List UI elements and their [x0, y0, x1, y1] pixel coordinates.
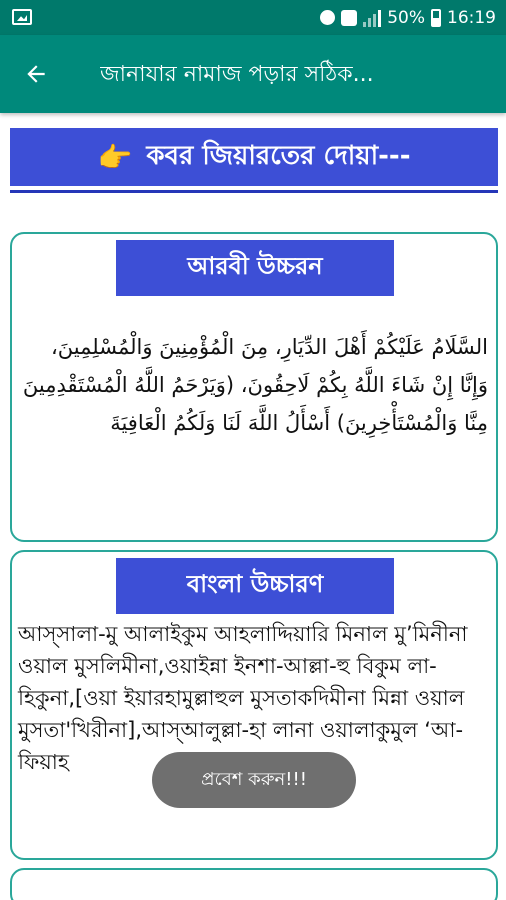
page-title: জানাযার নামাজ পড়ার সঠিক... [100, 62, 374, 87]
alarm-icon [320, 10, 335, 25]
notification-icon [341, 10, 357, 26]
status-bar [0, 0, 506, 35]
signal-icon [363, 9, 381, 27]
battery-icon [431, 9, 441, 27]
bangla-heading: বাংলা উচ্চারণ [116, 558, 394, 614]
status-bar-right [320, 0, 496, 35]
back-button[interactable] [14, 52, 58, 96]
arabic-text: السَّلَامُ عَلَيْكُمْ أَهْلَ الدِّيَارِ، مِنَ الْمُؤْمِنِينَ وَالْمُسْلِمِينَ، وَإِنَّا إِنْ شَاءَ اللَّهُ بِكُمْ لَاحِقُونَ، (وَيَرْحَمُ اللَّهُ الْمُسْتَقْدِمِينَ مِنَّا وَالْمُسْتَأْخِرِينَ) أَسْأَلُ اللَّهَ لَنَا وَلَكُمُ الْعَافِيَةَ [22, 335, 488, 435]
bangla-card [10, 550, 498, 860]
app-bar [0, 35, 506, 113]
divider [10, 190, 498, 193]
arabic-card [10, 232, 498, 542]
clock: 16:19 [447, 7, 496, 28]
gallery-notification-icon [12, 9, 32, 25]
next-card [10, 868, 498, 900]
arrow-left-icon [23, 61, 49, 87]
battery-percent: 50% [387, 7, 425, 28]
bangla-text: আস্‌সালা-মু আলাইকুম আহলাদ্দিয়ারি মিনাল মু’মিনীনা ওয়াল মুসলিমীনা,ওয়াইন্না ইনশা-আল্লা-হু বিকুম লা-হিকুনা,[ওয়া ইয়ারহামুল্লাহুল মুসতাকদিমীনা মিন্না ওয়াল মুসতা'খিরীনা],আস্‌আলুল্লা-হা লানা ওয়ালাকুমুল ‘আ-ফিয়াহ [18, 622, 468, 774]
banner-title: কবর জিয়ারতের দোয়া--- [146, 141, 411, 171]
pointing-hand-icon: 👉 [97, 140, 133, 174]
section-banner [10, 128, 498, 186]
arabic-heading: আরবী উচ্চরন [116, 240, 394, 296]
toast-message: প্রবেশ করুন!!! [152, 752, 356, 808]
